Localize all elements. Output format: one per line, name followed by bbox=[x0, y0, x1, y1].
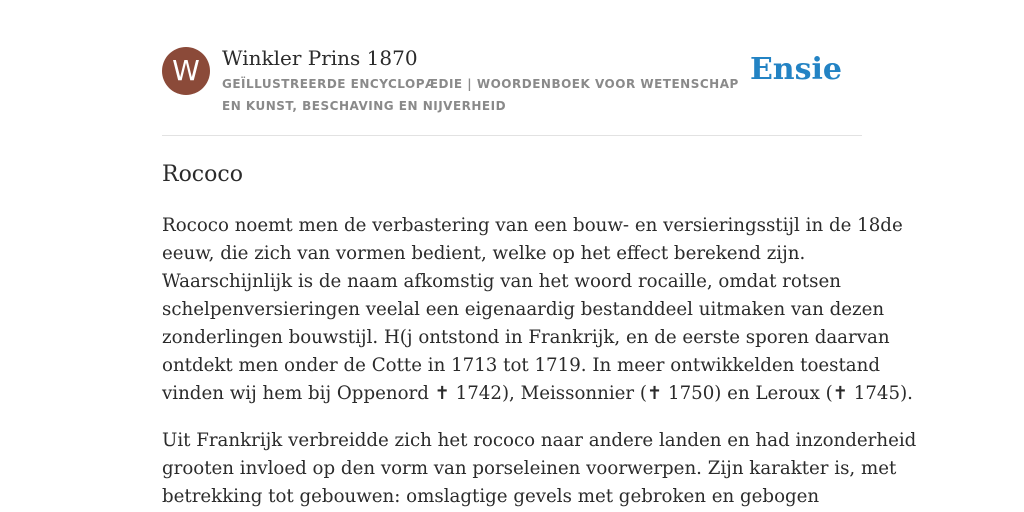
header-divider bbox=[162, 135, 862, 136]
text-line: Waarschijnlijk is de naam afkomstig van het woord rocaille, omdat rotsen bbox=[162, 271, 841, 292]
ensie-logo[interactable]: Ensie bbox=[749, 52, 842, 87]
entry-title: Rococo bbox=[162, 162, 243, 187]
text-line: eeuw, die zich van vormen bedient, welke op het effect berekend zijn. bbox=[162, 243, 806, 264]
entry-body bbox=[162, 212, 917, 512]
text-line: schelpenversieringen veelal een eigenaardig bestanddeel uitmaken van dezen bbox=[162, 299, 885, 320]
text-line: Rococo noemt men de verbastering van een bouw- en versieringsstijl in de 18de bbox=[162, 215, 903, 236]
paragraph bbox=[162, 212, 913, 408]
source-header bbox=[162, 46, 862, 116]
text-line: zonderlingen bouwstijl. H(j ontstond in Frankrijk, en de eerste sporen daarvan bbox=[162, 327, 890, 348]
text-line: Uit Frankrijk verbreidde zich het rococo naar andere landen en had inzonderheid bbox=[162, 430, 917, 451]
source-subtitle: GEÏLLUSTREERDE ENCYCLOPÆDIE | WOORDENBOEK VOOR WETENSCHAP EN KUNST, BESCHAVING EN NIJVERHEID bbox=[222, 77, 739, 113]
avatar[interactable]: W bbox=[162, 47, 210, 95]
text-line: grooten invloed op den vorm van porseleinen voorwerpen. Zijn karakter is, met bbox=[162, 458, 897, 479]
text-line: vinden wij hem bij Oppenord ✝ 1742), Meissonnier (✝ 1750) en Leroux (✝ 1745). bbox=[162, 383, 913, 404]
source-title[interactable]: Winkler Prins 1870 bbox=[222, 46, 418, 70]
paragraph bbox=[162, 427, 917, 511]
text-line: ontdekt men onder de Cotte in 1713 tot 1719. In meer ontwikkelden toestand bbox=[162, 355, 880, 376]
text-line: betrekking tot gebouwen: omslagtige gevels met gebroken en gebogen bbox=[162, 486, 820, 507]
